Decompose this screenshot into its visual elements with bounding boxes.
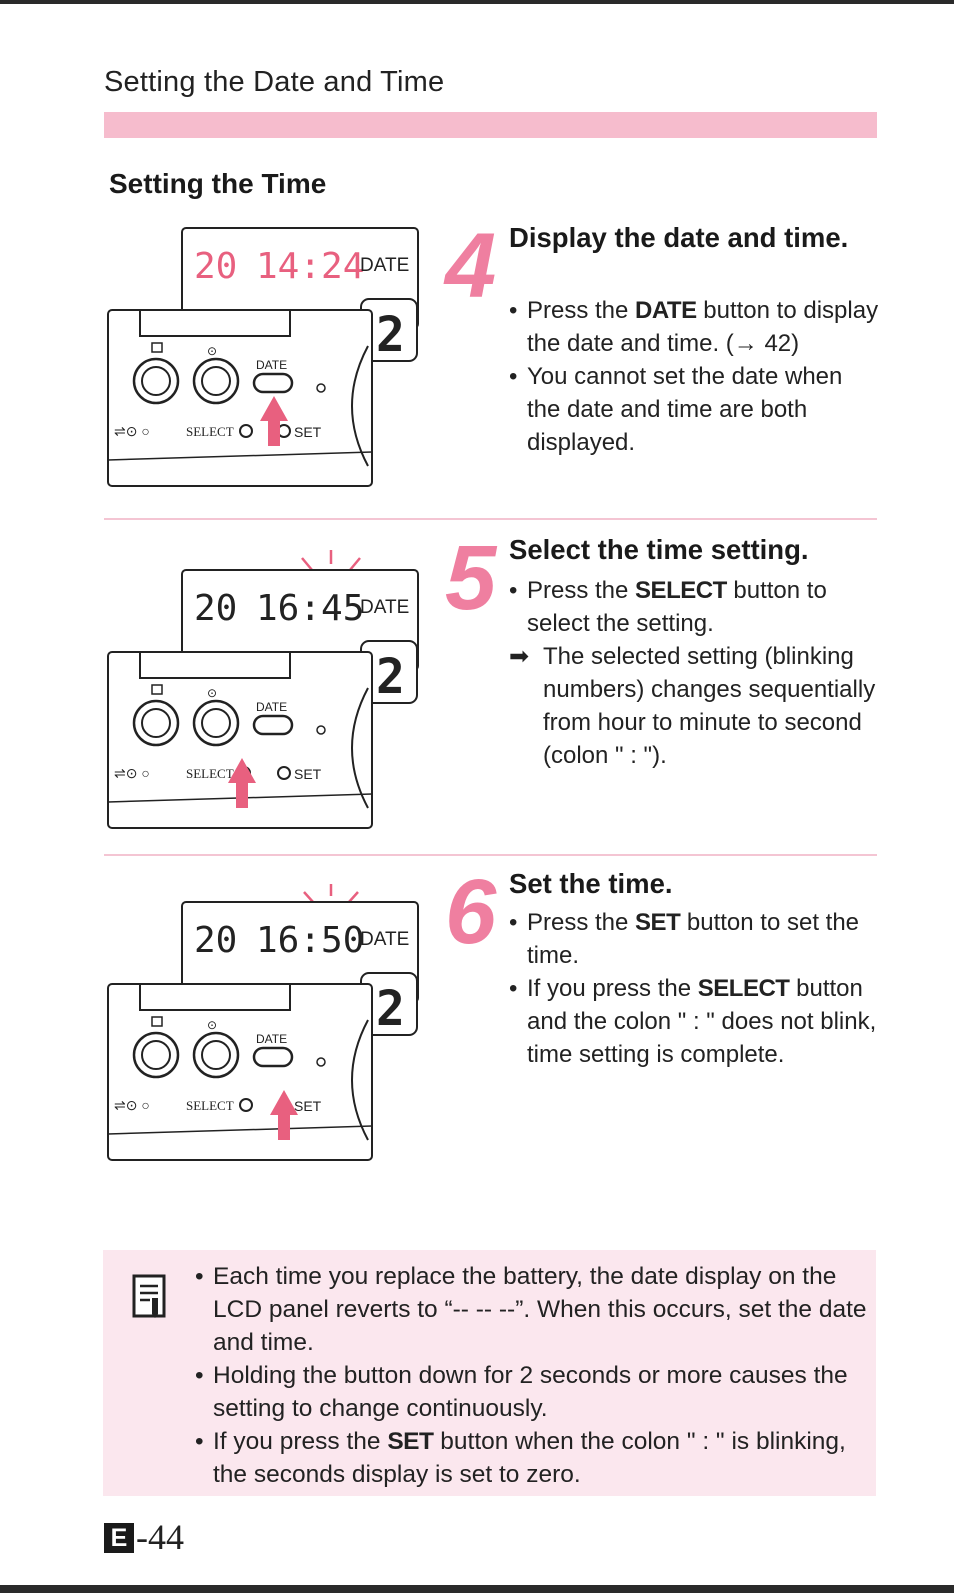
- page-title: Setting the Date and Time: [104, 66, 445, 98]
- lcd-date: 20: [194, 246, 238, 287]
- step-body: [509, 906, 879, 1071]
- lcd-time: 16:50: [256, 920, 365, 961]
- bullet-item: • Press the DATE button to display the date and time. (→ 42): [509, 294, 879, 360]
- result-item: ➡ The selected setting (blinking numbers) changes sequentially from hour to minute to second (colon " : ").: [509, 640, 879, 772]
- page-number: E -44: [104, 1516, 184, 1558]
- lcd-date: 20: [194, 588, 238, 629]
- set-button-label: SET: [294, 766, 322, 782]
- lcd-date: 20: [194, 920, 238, 961]
- right-arrow-icon: ➡: [509, 643, 530, 670]
- date-button-label: DATE: [256, 700, 288, 714]
- step-5: [445, 527, 876, 822]
- svg-text:⇌⊙ ○: ⇌⊙ ○: [114, 423, 150, 439]
- date-button-label: DATE: [256, 358, 288, 372]
- note-item: • Holding the button down for 2 seconds or more causes the setting to change continuously.: [195, 1359, 885, 1425]
- camera-illustration-step-4: [106, 226, 426, 496]
- date-button-label: DATE: [256, 1032, 288, 1046]
- note-list: [195, 1260, 885, 1491]
- step-title: Set the time.: [509, 868, 673, 899]
- lcd-time: 16:45: [256, 588, 365, 629]
- bullet-item: • Press the SELECT button to select the setting.: [509, 574, 879, 640]
- lcd-date-label: DATE: [360, 597, 410, 618]
- step-number: 4: [445, 215, 497, 317]
- step-number: 6: [445, 861, 497, 963]
- bullet-item: • Press the SET button to set the time.: [509, 906, 879, 972]
- step-4: [445, 215, 879, 500]
- step-number: 5: [445, 527, 497, 629]
- top-rule: [0, 0, 954, 4]
- title-bar: [104, 112, 877, 138]
- svg-text:⇌⊙ ○: ⇌⊙ ○: [114, 1097, 150, 1113]
- svg-text:⊙: ⊙: [207, 686, 218, 700]
- bullet-item: • If you press the SELECT button and the colon " : " does not blink, time setting is complete.: [509, 972, 879, 1071]
- svg-text:⊙: ⊙: [207, 344, 218, 358]
- step-title: Display the date and time.: [509, 222, 849, 253]
- svg-text:⊙: ⊙: [207, 1018, 218, 1032]
- camera-illustration-step-6: [106, 880, 426, 1170]
- select-button-label: SELECT: [186, 424, 234, 439]
- bullet-item: • You cannot set the date when the date and time are both displayed.: [509, 360, 879, 459]
- camera-illustration-step-5: [106, 546, 426, 836]
- bottom-rule: [0, 1585, 954, 1593]
- memo-icon: [132, 1274, 168, 1320]
- set-button-label: SET: [294, 424, 322, 440]
- lcd-mode: 2: [376, 649, 405, 705]
- language-badge: E: [104, 1523, 134, 1553]
- lcd-mode: 2: [376, 981, 405, 1037]
- select-button-label: SELECT: [186, 766, 234, 781]
- step-title: Select the time setting.: [509, 534, 809, 565]
- lcd-time: 14:24: [256, 246, 365, 287]
- set-button-label: SET: [294, 1098, 322, 1114]
- lcd-date-label: DATE: [360, 929, 410, 950]
- step-6: [445, 861, 877, 1126]
- section-title: Setting the Time: [109, 168, 327, 199]
- note-item: • If you press the SET button when the colon " : " is blinking, the seconds display is set to zero.: [195, 1425, 885, 1491]
- note-item: • Each time you replace the battery, the date display on the LCD panel reverts to “-- -- --”. When this occurs, set the date and time.: [195, 1260, 885, 1359]
- lcd-date-label: DATE: [360, 255, 410, 276]
- divider: [104, 854, 877, 856]
- divider: [104, 518, 877, 520]
- select-button-label: SELECT: [186, 1098, 234, 1113]
- step-body: [509, 574, 879, 772]
- step-body: [509, 294, 879, 459]
- svg-text:⇌⊙ ○: ⇌⊙ ○: [114, 765, 150, 781]
- lcd-mode: 2: [376, 307, 405, 363]
